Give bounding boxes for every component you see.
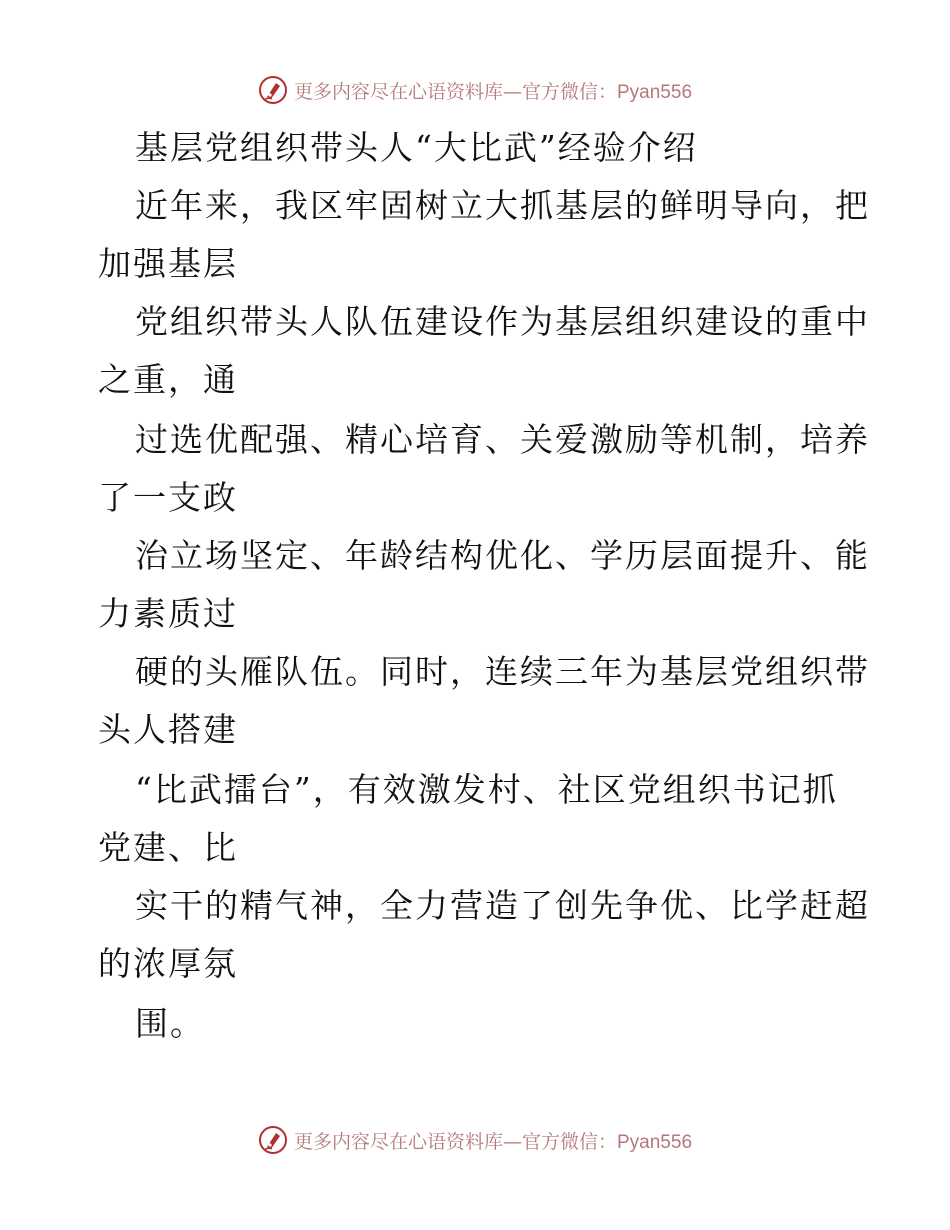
header-banner: [0, 70, 950, 110]
paragraph-line: 加强基层: [98, 244, 238, 283]
banner-handle: Pyan556: [617, 81, 693, 103]
paragraph-line: 治立场坚定、年龄结构优化、学历层面提升、能: [135, 536, 870, 575]
paragraph-line: 党建、比: [98, 828, 238, 867]
pen-nib-logo-icon: [258, 75, 288, 105]
pen-nib-logo-icon: [258, 1125, 288, 1155]
banner-text: 更多内容尽在心语资料库—官方微信：Pyan556: [293, 1130, 693, 1153]
paragraph-line: 头人搭建: [98, 710, 238, 749]
paragraph-line: 党组织带头人队伍建设作为基层组织建设的重中: [135, 302, 870, 341]
paragraph-line: 过选优配强、精心培育、关爱激励等机制，培养: [135, 420, 870, 459]
paragraph-line: 了一支政: [98, 478, 238, 517]
paragraph-line: 实干的精气神，全力营造了创先争优、比学赶超: [135, 886, 870, 925]
paragraph-line: 之重，通: [98, 360, 238, 399]
paragraph-line: 硬的头雁队伍。同时，连续三年为基层党组织带: [135, 652, 870, 691]
paragraph-line: “比武擂台”，有效激发村、社区党组织书记抓: [135, 770, 838, 809]
paragraph-line: 围。: [135, 1004, 205, 1043]
banner-text: 更多内容尽在心语资料库—官方微信：Pyan556: [293, 80, 693, 103]
document-title: 基层党组织带头人“大比武”经验介绍: [135, 128, 698, 167]
paragraph-line: 的浓厚氛: [98, 944, 238, 983]
paragraph-line: 近年来，我区牢固树立大抓基层的鲜明导向，把: [135, 186, 870, 225]
paragraph-line: 力素质过: [98, 594, 238, 633]
banner-handle: Pyan556: [617, 1131, 693, 1153]
footer-banner: [0, 1120, 950, 1160]
